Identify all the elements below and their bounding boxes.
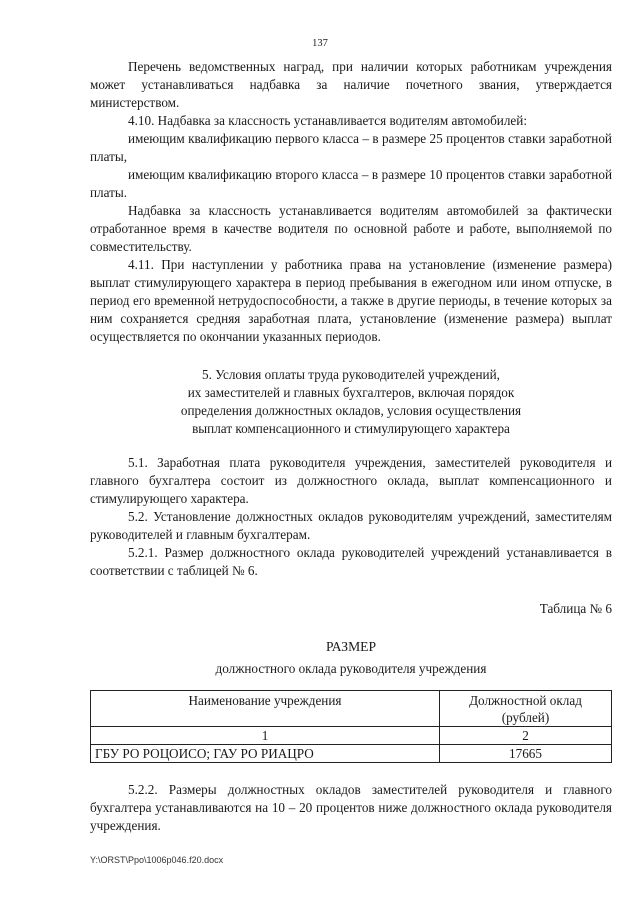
paragraph-awards-list: Перечень ведомственных наград, при наличии которых работникам учреждения может устанавливаться надбавка за наличие почетного звания, утверждается министерством. [90,59,612,110]
salary-table [90,690,612,763]
section-heading-line: их заместителей и главных бухгалтеров, включая порядок [187,385,515,400]
table-title: РАЗМЕР [325,639,377,654]
paragraph-5-1: 5.1. Заработная плата руководителя учреждения, заместителей руководителя и главного бухгалтера состоит из должностного оклада, выплат компенсационного и стимулирующего характера. [90,455,612,506]
section-5-heading [90,366,612,438]
paragraph-4-11: 4.11. При наступлении у работника права на установление (изменение размера) выплат стимулирующего характера в период пребывания в ежегодном или ином отпуске, в период его временной нетрудоспособности, а также в другие периоды, в течение которых за ним сохраняется средняя заработная плата, установление (изменение размера) выплат осуществляется по окончании указанных периодов. [90,257,612,344]
table-subtitle: должностного оклада руководителя учреждения [215,661,487,676]
document-body [90,58,612,835]
paragraph-5-2: 5.2. Установление должностных окладов руководителям учреждений, заместителям руководителей и главным бухгалтерам. [90,509,612,542]
paragraph-first-class: имеющим квалификацию первого класса – в размере 25 процентов ставки заработной платы, [90,131,612,164]
header-institution-name: Наименование учреждения [91,691,440,727]
section-heading-line: 5. Условия оплаты труда руководителей учреждений, [202,367,500,382]
footer-file-path: Y:\ORST\Ppo\1006p046.f20.docx [90,855,224,865]
table-caption: Таблица № 6 [539,601,612,616]
table-numbering-row [91,727,612,745]
section-heading-line: выплат компенсационного и стимулирующего характера [192,421,510,436]
cell-salary: 17665 [440,745,612,763]
column-number: 1 [91,727,440,745]
table-header-row [91,691,612,727]
paragraph-second-class: имеющим квалификацию второго класса – в размере 10 процентов ставки заработной платы. [90,167,612,200]
section-heading-line: определения должностных окладов, условия осуществления [180,403,522,418]
paragraph-5-2-1: 5.2.1. Размер должностного оклада руководителей учреждений устанавливается в соответствии с таблицей № 6. [90,545,612,578]
column-number: 2 [440,727,612,745]
header-official-salary: Должностной оклад (рублей) [440,691,612,727]
paragraph-4-10: 4.10. Надбавка за классность устанавливается водителям автомобилей: [128,113,528,128]
paragraph-5-2-2: 5.2.2. Размеры должностных окладов заместителей руководителя и главного бухгалтера устанавливаются на 10 – 20 процентов ниже должностного оклада руководителя учреждения. [90,782,612,833]
cell-institution: ГБУ РО РОЦОИСО; ГАУ РО РИАЦРО [91,745,440,763]
page-number: 137 [312,38,328,49]
table-row [91,745,612,763]
paragraph-class-bonus: Надбавка за классность устанавливается водителям автомобилей за фактически отработанное время в качестве водителя по основной работе и работе, выполняемой по совместительству. [90,203,612,254]
